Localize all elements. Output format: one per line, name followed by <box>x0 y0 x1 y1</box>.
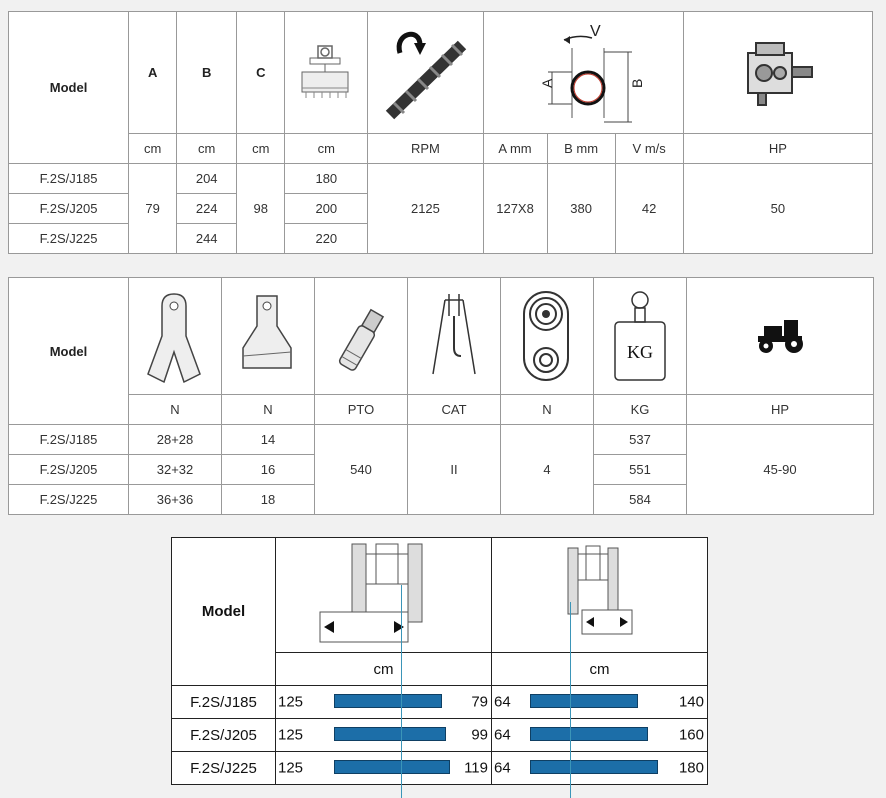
value-d: 200 <box>285 194 368 224</box>
narrow-offset-start: 64 <box>494 759 511 777</box>
model-name: F.2S/J185 <box>172 686 276 719</box>
narrow-offset-bar <box>530 694 638 708</box>
value-d: 220 <box>285 224 368 254</box>
value-b: 204 <box>177 164 237 194</box>
unit-a-mm: A mm <box>483 134 547 164</box>
svg-text:A: A <box>539 78 556 88</box>
unit-c: cm <box>237 134 285 164</box>
offset-narrow-icon <box>492 538 708 653</box>
svg-text:B: B <box>629 78 646 88</box>
model-name: F.2S/J205 <box>9 194 129 224</box>
model-name: F.2S/J205 <box>9 455 129 485</box>
value-belts: 4 <box>501 425 594 515</box>
offset-wide-icon <box>276 538 492 653</box>
hitch-category-icon <box>408 278 501 395</box>
wide-offset-cell <box>276 686 492 719</box>
value-blades: 28+28 <box>129 425 222 455</box>
gearbox-icon <box>683 12 872 134</box>
value-hp: 50 <box>683 164 872 254</box>
specs-table-1 <box>8 11 873 254</box>
unit-kg: KG <box>594 395 687 425</box>
model-name: F.2S/J225 <box>9 485 129 515</box>
value-b: 244 <box>177 224 237 254</box>
value-b: 224 <box>177 194 237 224</box>
svg-text:KG: KG <box>627 342 653 362</box>
hammer-blade-icon <box>129 278 222 395</box>
narrow-offset-bar <box>530 727 648 741</box>
rotor-diameter-icon <box>483 12 683 134</box>
table-row <box>172 719 708 752</box>
table-row <box>172 686 708 719</box>
value-kg: 551 <box>594 455 687 485</box>
value-kg: 537 <box>594 425 687 455</box>
value-n: 18 <box>222 485 315 515</box>
wide-offset-bar <box>334 760 450 774</box>
center-line-left <box>401 585 402 798</box>
wide-offset-cell <box>276 752 492 785</box>
wide-offset-bar <box>334 694 442 708</box>
unit-pto: PTO <box>315 395 408 425</box>
unit-b-mm: B mm <box>547 134 615 164</box>
unit-blades: N <box>129 395 222 425</box>
col-c-header: C <box>237 12 285 134</box>
narrow-offset-start: 64 <box>494 726 511 744</box>
model-name: F.2S/J225 <box>172 752 276 785</box>
wide-offset-bar <box>334 727 446 741</box>
narrow-offset-cell <box>492 686 708 719</box>
value-d: 180 <box>285 164 368 194</box>
rotor-chain-icon <box>368 12 483 134</box>
value-cat: II <box>408 425 501 515</box>
value-kg: 584 <box>594 485 687 515</box>
model-header: Model <box>9 278 129 425</box>
narrow-offset-start: 64 <box>494 693 511 711</box>
value-pto: 540 <box>315 425 408 515</box>
unit-cm-left: cm <box>276 653 492 686</box>
rotor-shaft-icon <box>285 12 368 134</box>
col-a-header: A <box>129 12 177 134</box>
narrow-offset-cell <box>492 752 708 785</box>
narrow-offset-cell <box>492 719 708 752</box>
weight-icon <box>594 278 687 395</box>
wide-offset-value: 119 <box>464 759 488 777</box>
unit-v-ms: V m/s <box>615 134 683 164</box>
value-blades: 36+36 <box>129 485 222 515</box>
value-v-ms: 42 <box>615 164 683 254</box>
value-c: 98 <box>237 164 285 254</box>
unit-d: cm <box>285 134 368 164</box>
wide-offset-cell <box>276 719 492 752</box>
offset-table <box>171 537 708 785</box>
wide-offset-value: 99 <box>471 726 488 744</box>
specs-table-2 <box>8 277 874 515</box>
value-n: 16 <box>222 455 315 485</box>
narrow-offset-bar <box>530 760 658 774</box>
value-hp: 45-90 <box>687 425 874 515</box>
value-n: 14 <box>222 425 315 455</box>
value-blades: 32+32 <box>129 455 222 485</box>
table-row <box>172 752 708 785</box>
unit-b: cm <box>177 134 237 164</box>
unit-rpm: RPM <box>368 134 483 164</box>
wide-offset-start: 125 <box>278 759 304 777</box>
flail-blade-icon <box>222 278 315 395</box>
value-rpm: 2125 <box>368 164 483 254</box>
unit-cat: CAT <box>408 395 501 425</box>
model-name: F.2S/J225 <box>9 224 129 254</box>
model-name: F.2S/J185 <box>9 164 129 194</box>
wide-offset-start: 125 <box>278 726 304 744</box>
unit-hp: HP <box>687 395 874 425</box>
wide-offset-start: 125 <box>278 693 304 711</box>
model-name: F.2S/J205 <box>172 719 276 752</box>
model-name: F.2S/J185 <box>9 425 129 455</box>
tractor-icon <box>687 278 874 395</box>
pto-shaft-icon <box>315 278 408 395</box>
model-header: Model <box>172 538 276 686</box>
narrow-offset-value: 180 <box>678 759 704 777</box>
unit-cm-right: cm <box>492 653 708 686</box>
value-b-mm: 380 <box>547 164 615 254</box>
unit-a: cm <box>129 134 177 164</box>
svg-text:V: V <box>590 22 601 40</box>
value-a-mm: 127X8 <box>483 164 547 254</box>
wide-offset-value: 79 <box>471 693 488 711</box>
unit-belts: N <box>501 395 594 425</box>
unit-n: N <box>222 395 315 425</box>
belt-pulley-icon <box>501 278 594 395</box>
narrow-offset-value: 160 <box>678 726 704 744</box>
unit-hp: HP <box>683 134 872 164</box>
col-b-header: B <box>177 12 237 134</box>
center-line-right <box>570 602 571 798</box>
model-header: Model <box>9 12 129 164</box>
narrow-offset-value: 140 <box>678 693 704 711</box>
value-a: 79 <box>129 164 177 254</box>
